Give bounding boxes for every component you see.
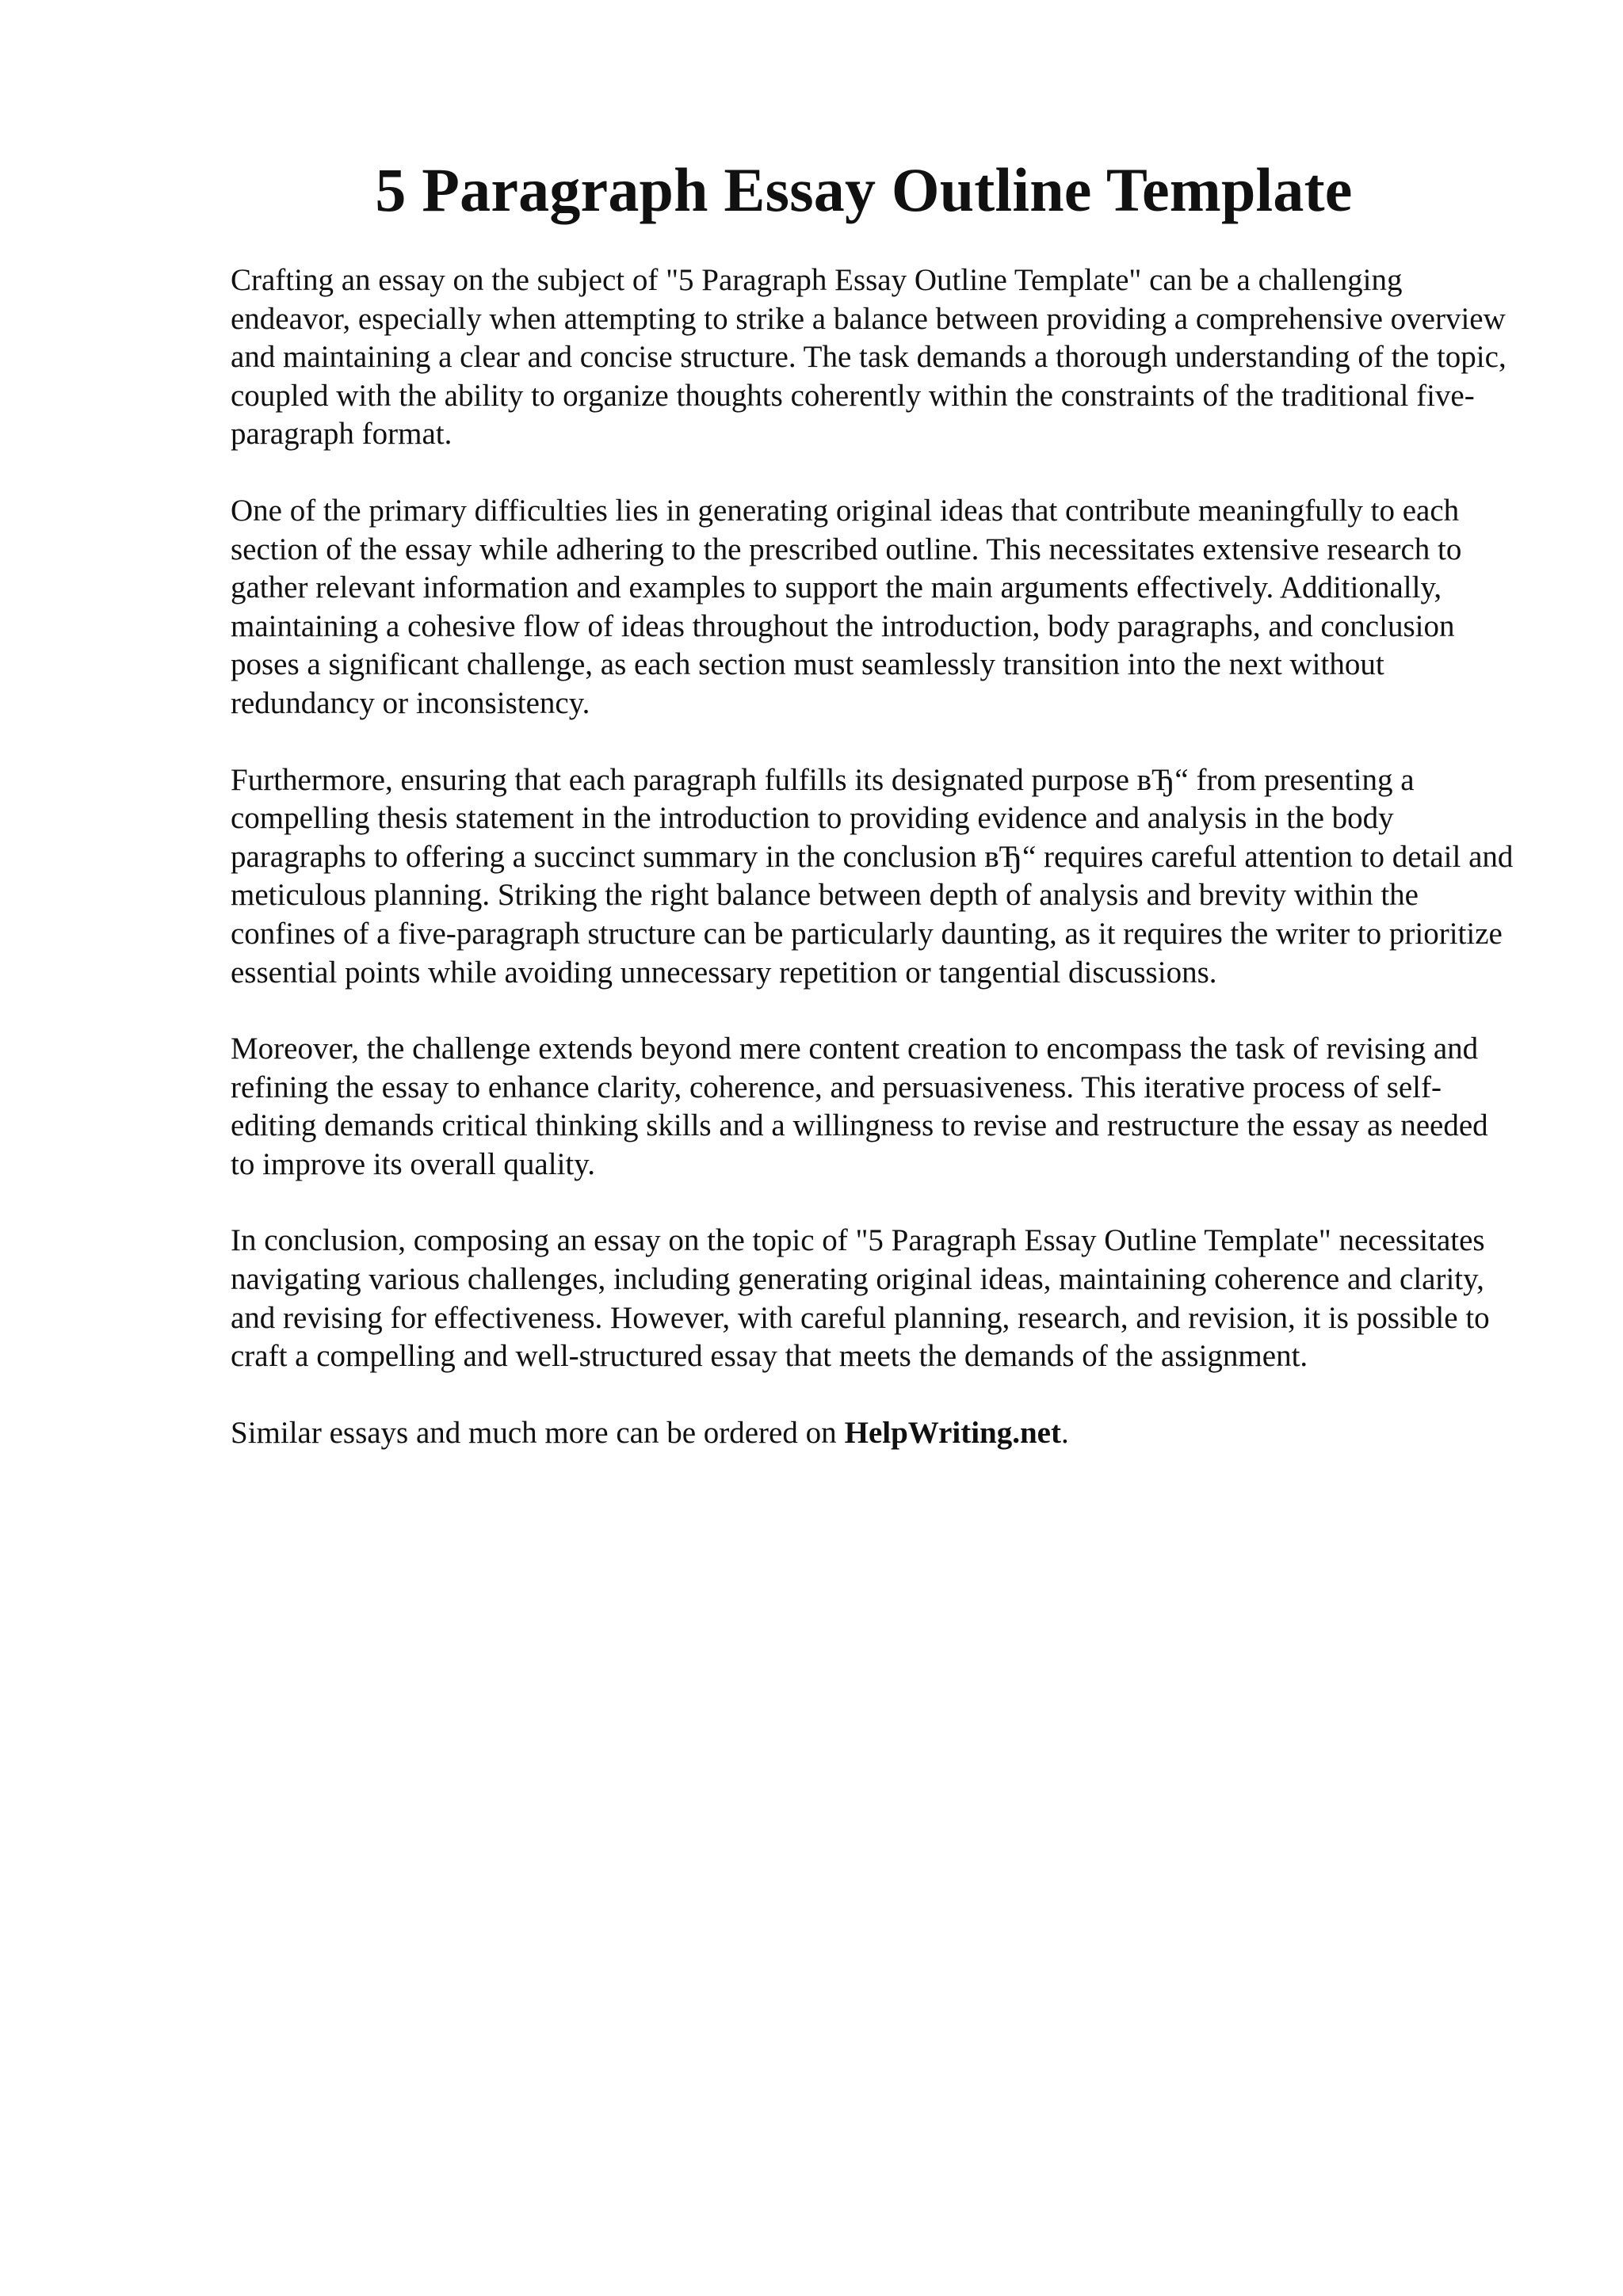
essay-paragraph-5: In conclusion, composing an essay on the topic of "5 Paragraph Essay Outline Template" necessitates navigating various challenges, including generating original ideas, maintaining coherence and clarity, and revising for effectiveness. However, with careful planning, research, and revision, it is possible to craft a compelling and well-structured essay that meets the demands of the assignment. xyxy=(231,1223,1490,1374)
essay-paragraph-1: Crafting an essay on the subject of "5 Paragraph Essay Outline Template" can be a challenging endeavor, especially when attempting to strike a balance between providing a comprehensive overview and maintaining a clear and concise structure. The task demands a thorough understanding of the topic, coupled with the ability to organize thoughts coherently within the constraints of the traditional five-paragraph format. xyxy=(231,263,1507,452)
helpwriting-link[interactable]: HelpWriting.net xyxy=(844,1415,1061,1450)
essay-paragraph-3: Furthermore, ensuring that each paragraph fulfills its designated purpose вЂ“ from presenting a compelling thesis statement in the introduction to providing evidence and analysis in the body paragraphs to offering a succinct summary in the conclusion вЂ“ requires careful attention to detail and meticulous planning. Striking the right balance between depth of analysis and brevity within the confines of a five-paragraph structure can be particularly daunting, as it requires the writer to prioritize essential points while avoiding unnecessary repetition or tangential discussions. xyxy=(231,762,1514,990)
essay-body xyxy=(231,261,1514,1452)
essay-paragraph-4: Moreover, the challenge extends beyond mere content creation to encompass the task of revising and refining the essay to enhance clarity, coherence, and persuasiveness. This iterative process of self-editing demands critical thinking skills and a willingness to revise and restructure the essay as needed to improve its overall quality. xyxy=(231,1032,1488,1181)
essay-paragraph-2: One of the primary difficulties lies in generating original ideas that contribute meaningfully to each section of the essay while adhering to the prescribed outline. This necessitates extensive research to gather relevant information and examples to support the main arguments effectively. Additionally, maintaining a cohesive flow of ideas throughout the introduction, body paragraphs, and conclusion poses a significant challenge, as each section must seamlessly transition into the next without redundancy or inconsistency. xyxy=(231,493,1462,720)
closing-prefix: Similar essays and much more can be ordered on xyxy=(231,1415,837,1450)
closing-suffix: . xyxy=(1060,1415,1069,1450)
closing-line xyxy=(231,1414,1514,1453)
page-title: 5 Paragraph Essay Outline Template xyxy=(375,155,1353,224)
